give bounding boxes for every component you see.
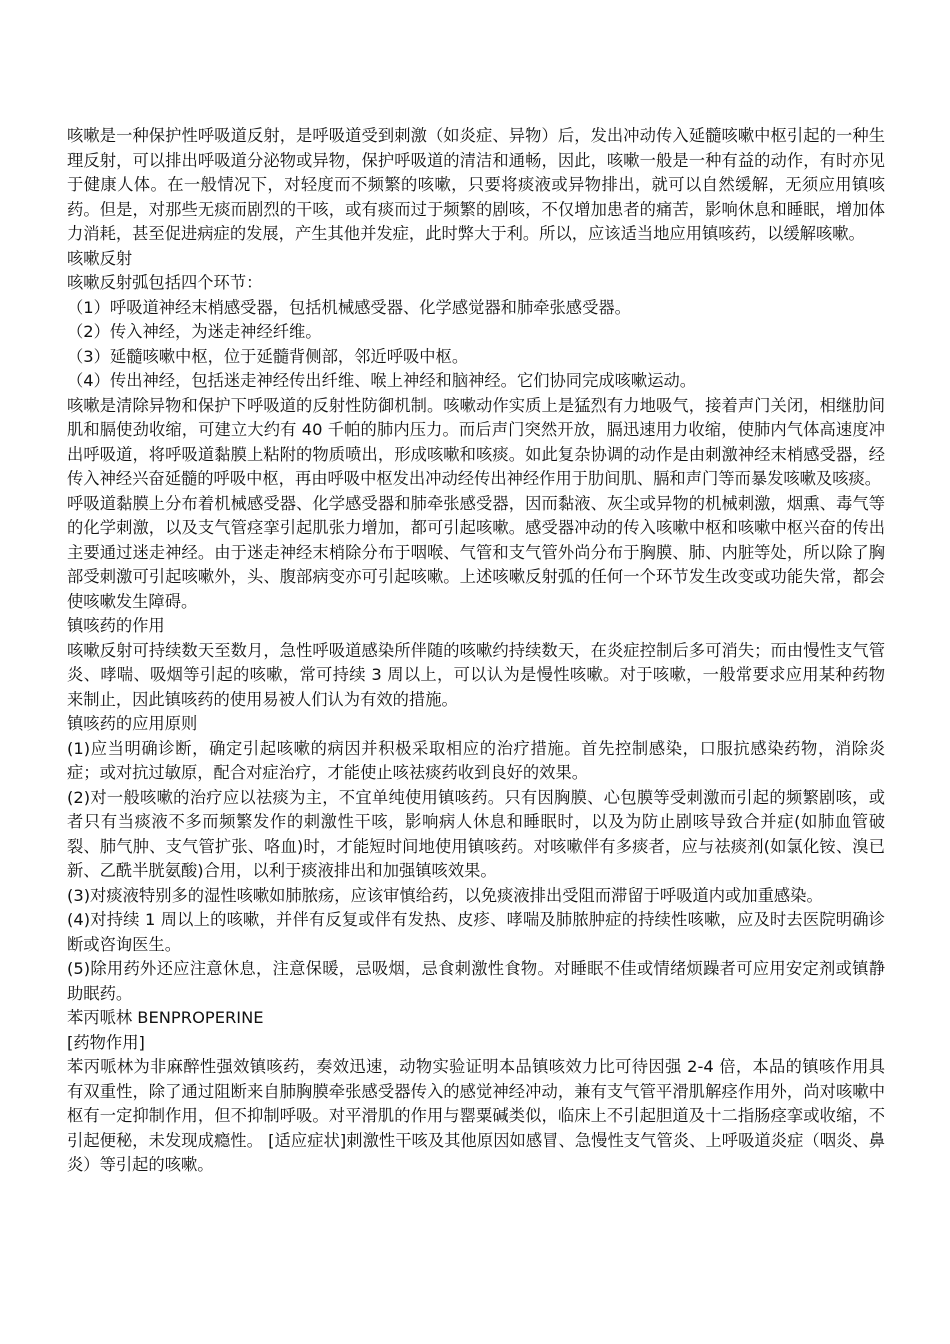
list-item-reflex-1: （1）呼吸道神经末梢感受器，包括机械感受器、化学感觉器和肺牵张感受器。 (67, 297, 631, 317)
paragraph-intro: 咳嗽是一种保护性呼吸道反射，是呼吸道受到刺激（如炎症、异物）后，发出冲动传入延髓咳嗽中枢引起的一种生理反射，可以排出呼吸道分泌物或异物，保护呼吸道的清洁和通畅，因此，咳嗽一般是一种有益的动作，有时亦见于健康人体。在一般情况下，对轻度而不频繁的咳嗽，只要将痰液或异物排出，就可以自然缓解，无须应用镇咳药。但是，对那些无痰而剧烈的干咳，或有痰而过于频繁的剧咳，不仅增加患者的痛苦，影响休息和睡眠，增加体力消耗，甚至促进病症的发展，产生其他并发症，此时弊大于利。所以，应该适当地应用镇咳药，以缓解咳嗽。 (67, 126, 885, 243)
list-item-reflex-4: （4）传出神经，包括迷走神经传出纤维、喉上神经和脑神经。它们协同完成咳嗽运动。 (67, 371, 697, 390)
heading-application-principles: 镇咳药的应用原则 (67, 714, 198, 733)
paragraph-receptors: 呼吸道黏膜上分布着机械感受器、化学感受器和肺牵张感受器，因而黏液、灰尘或异物的机械刺激，烟熏、毒气等的化学刺激，以及支气管痉挛引起肌张力增加，都可引起咳嗽。感受器冲动的传入咳嗽中枢和咳嗽中枢兴奋的传出主要通过迷走神经。由于迷走神经末梢除分布于咽喉、气管和支气管外尚分布于胸膜、肺、内脏等处，所以除了胸部受刺激可引起咳嗽外，头、腹部病变亦可引起咳嗽。上述咳嗽反射弧的任何一个环节发生改变或功能失常，都会使咳嗽发生障碍。 (67, 493, 885, 611)
heading-drug-action: [药物作用] (67, 1032, 145, 1052)
document-body (67, 124, 885, 1178)
list-item-reflex-2: （2）传入神经，为迷走神经纤维。 (67, 322, 322, 341)
paragraph-reflex-arc-intro: 咳嗽反射弧包括四个环节： (67, 273, 263, 292)
list-item-principle-4: (4)对持续 1 周以上的咳嗽，并伴有反复或伴有发热、皮疹、哮喘及肺脓肿症的持续性咳嗽，应及时去医院明确诊断或咨询医生。 (67, 910, 885, 954)
heading-antitussive-action: 镇咳药的作用 (67, 616, 165, 635)
list-item-principle-5: (5)除用药外还应注意休息，注意保暖，忌吸烟，忌食刺激性食物。对睡眠不佳或情绪烦躁者可应用安定剂或镇静助眠药。 (67, 959, 885, 1003)
list-item-principle-3: (3)对痰液特别多的湿性咳嗽如肺脓疡，应该审慎给药，以免痰液排出受阻而滞留于呼吸道内或加重感染。 (67, 885, 823, 905)
paragraph-benproperine-action: 苯丙哌林为非麻醉性强效镇咳药，奏效迅速，动物实验证明本品镇咳效力比可待因强 2-4 倍，本品的镇咳作用具有双重性，除了通过阻断来自肺胸膜牵张感受器传入的感觉神经冲动，兼有支气管平滑肌解痉作用外，尚对咳嗽中枢有一定抑制作用，但不抑制呼吸。对平滑肌的作用与罂粟碱类似，临床上不引起胆道及十二指肠痉挛或收缩，不引起便秘，未发现成瘾性。 [适应症状]刺激性干咳及其他原因如感冒、急慢性支气管炎、上呼吸道炎症（咽炎、鼻炎）等引起的咳嗽。 (67, 1057, 885, 1174)
list-item-reflex-3: （3）延髓咳嗽中枢，位于延髓背侧部，邻近呼吸中枢。 (67, 346, 469, 366)
paragraph-antitussive-action: 咳嗽反射可持续数天至数月，急性呼吸道感染所伴随的咳嗽约持续数天，在炎症控制后多可消失；而由慢性支气管炎、哮喘、吸烟等引起的咳嗽，常可持续 3 周以上，可以认为是慢性咳嗽。对于咳嗽，一般常要求应用某种药物来制止，因此镇咳药的使用易被人们认为有效的措施。 (67, 640, 885, 709)
heading-benproperine: 苯丙哌林 BENPROPERINE (67, 1008, 264, 1027)
paragraph-cough-mechanism: 咳嗽是清除异物和保护下呼吸道的反射性防御机制。咳嗽动作实质上是猛烈有力地吸气，接着声门关闭，相继肋间肌和膈使劲收缩，可建立大约有 40 千帕的肺内压力。而后声门突然开放，膈迅速用力收缩，使肺内气体高速度冲出呼吸道，将呼吸道黏膜上粘附的物质喷出，形成咳嗽和咳痰。如此复杂协调的动作是由刺激神经末梢感受器，经传入神经兴奋延髓的呼吸中枢，再由呼吸中枢发出冲动经传出神经作用于肋间肌、膈和声门等而暴发咳嗽及咳痰。 (67, 395, 885, 488)
list-item-principle-1: (1)应当明确诊断，确定引起咳嗽的病因并积极采取相应的治疗措施。首先控制感染，口服抗感染药物，消除炎症；或对抗过敏原，配合对症治疗，才能使止咳祛痰药收到良好的效果。 (67, 738, 885, 782)
heading-cough-reflex: 咳嗽反射 (67, 248, 133, 268)
list-item-principle-2: (2)对一般咳嗽的治疗应以祛痰为主，不宜单纯使用镇咳药。只有因胸膜、心包膜等受刺激而引起的频繁剧咳，或者只有当痰液不多而频繁发作的刺激性干咳，影响病人休息和睡眠时，以及为防止剧咳导致合并症(如肺血管破裂、肺气肿、支气管扩张、咯血)时，才能短时间地使用镇咳药。对咳嗽伴有多痰者，应与祛痰剂(如氯化铵、溴已新、乙酰半胱氨酸)合用，以利于痰液排出和加强镇咳效果。 (67, 787, 885, 880)
